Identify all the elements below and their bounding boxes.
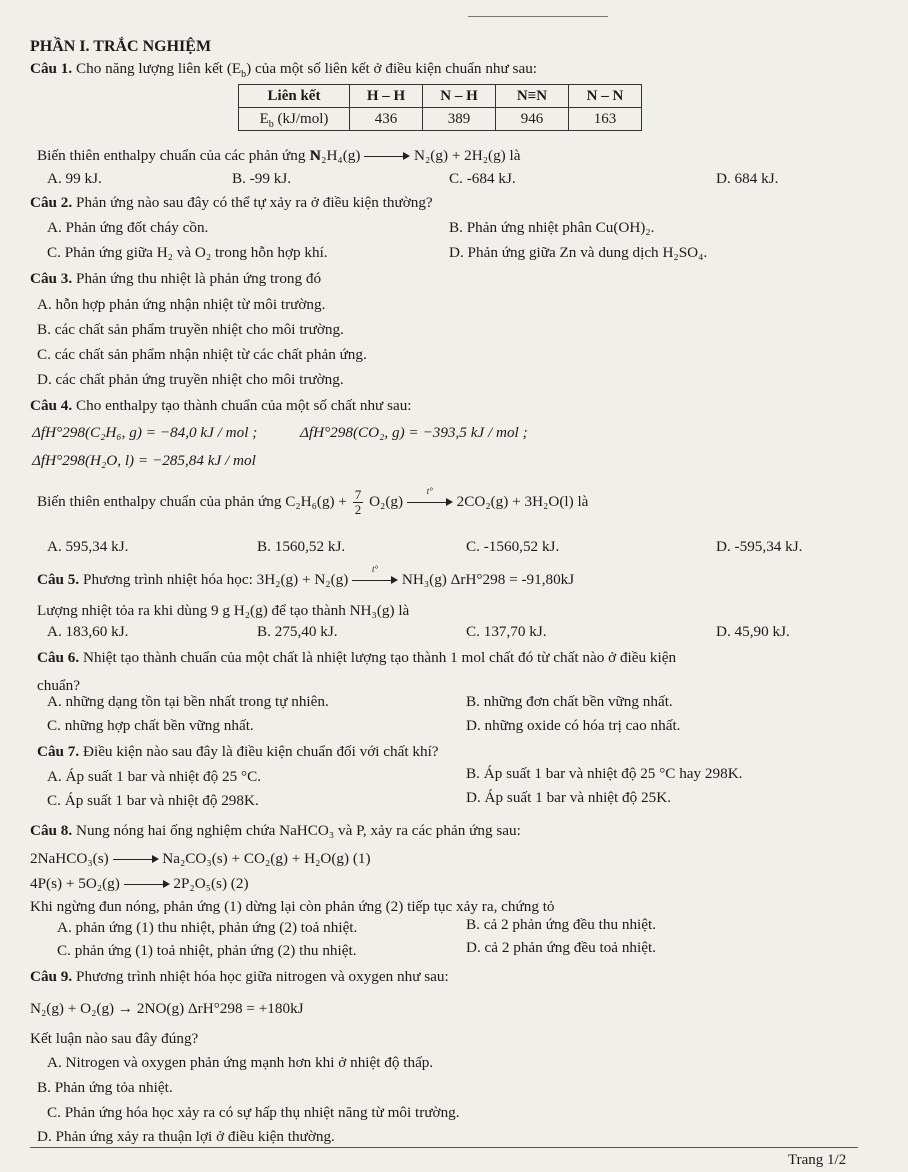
- reaction-arrow: [113, 855, 159, 865]
- q5-stem: [37, 563, 575, 589]
- q9-option-c[interactable]: C. Phản ứng hóa học xảy ra có sự hấp thụ nhiệt năng từ môi trường.: [47, 1104, 460, 1121]
- q4-option-a[interactable]: A. 595,34 kJ.: [47, 538, 129, 555]
- reaction-arrow: [352, 563, 398, 586]
- q1-option-c[interactable]: C. -684 kJ.: [449, 170, 516, 187]
- q1-eq-products: N₂(g) + 2H₂(g) là: [414, 147, 521, 164]
- q8-reaction-1: [30, 850, 371, 868]
- q5-eq-end: NH₃(g) ΔrH°298 = -91,80kJ: [401, 571, 575, 588]
- q8-r2-left: 4P(s) + 5O₂(g): [30, 875, 120, 892]
- q6-stem: [37, 649, 676, 667]
- bond-value-cell: 163: [569, 108, 642, 131]
- q1-label: Câu 1.: [30, 60, 73, 77]
- bond-row-label-sub: b: [268, 118, 274, 130]
- q9-option-b[interactable]: B. Phản ứng tỏa nhiệt.: [37, 1079, 173, 1096]
- reaction-arrow: [364, 152, 410, 162]
- q4-formula-2: ΔfH°298(CO₂, g) = −393,5 kJ / mol ;: [300, 424, 528, 441]
- q5-option-d[interactable]: D. 45,90 kJ.: [716, 623, 790, 640]
- q1-eq: N₂H₄(g): [310, 147, 361, 164]
- q3-option-b[interactable]: B. các chất sản phẩm truyền nhiệt cho môi trường.: [37, 321, 344, 338]
- q4-option-c[interactable]: C. -1560,52 kJ.: [466, 538, 560, 555]
- q8-option-c[interactable]: C. phản ứng (1) toả nhiệt, phản ứng (2) thu nhiệt.: [57, 942, 357, 959]
- reaction-arrow: [407, 485, 453, 508]
- q8-text: Nung nóng hai ống nghiệm chứa NaHCO₃ và P, xảy ra các phản ứng sau:: [76, 822, 521, 839]
- q4-stem: [30, 397, 412, 415]
- q7-option-d[interactable]: D. Áp suất 1 bar và nhiệt độ 25K.: [466, 789, 671, 806]
- bottom-rule: [30, 1147, 858, 1148]
- q3-label: Câu 3.: [30, 270, 73, 287]
- bond-row-label: [239, 108, 350, 131]
- q2-option-b[interactable]: B. Phản ứng nhiệt phân Cu(OH)₂.: [449, 219, 655, 236]
- q6-text: Nhiệt tạo thành chuẩn của một chất là nhiệt lượng tạo thành 1 mol chất đó từ chất nào ở điều kiện: [83, 649, 677, 666]
- q2-option-a[interactable]: A. Phản ứng đốt cháy cồn.: [47, 219, 209, 236]
- q4-option-d[interactable]: D. -595,34 kJ.: [716, 538, 803, 555]
- q4-fraction: [353, 488, 364, 517]
- q2-option-c[interactable]: C. Phản ứng giữa H₂ và O₂ trong hỗn hợp khí.: [47, 244, 328, 261]
- q2-option-d[interactable]: D. Phản ứng giữa Zn và dung dịch H₂SO₄.: [449, 244, 708, 261]
- q1-text-sub: b: [241, 69, 247, 81]
- q6-option-c[interactable]: C. những hợp chất bền vững nhất.: [47, 717, 254, 734]
- bond-value-cell: 389: [423, 108, 496, 131]
- bond-table-row: [239, 108, 642, 131]
- q6-option-d[interactable]: D. những oxide có hóa trị cao nhất.: [466, 717, 681, 734]
- q8-r2-right: 2P₂O₅(s) (2): [173, 875, 249, 892]
- q4-formula-1: ΔfH°298(C₂H₆, g) = −84,0 kJ / mol ;: [32, 424, 258, 441]
- q3-stem: [30, 270, 321, 288]
- q3-option-d[interactable]: D. các chất phản ứng truyền nhiệt cho môi trường.: [37, 371, 344, 388]
- q4-eq-mid: O₂(g): [369, 492, 404, 510]
- q5-option-b[interactable]: B. 275,40 kJ.: [257, 623, 338, 640]
- q9-stem: [30, 968, 449, 986]
- q5-line2: Lượng nhiệt tỏa ra khi dùng 9 g H₂(g) để tạo thành NH₃(g) là: [37, 602, 410, 619]
- q4-eq-end: 2CO₂(g) + 3H₂O(l) là: [456, 492, 589, 510]
- q1-option-a[interactable]: A. 99 kJ.: [47, 170, 102, 187]
- q1-text-end: ) của một số liên kết ở điều kiện chuẩn như sau:: [246, 60, 538, 77]
- q6-text2: chuẩn?: [37, 677, 81, 694]
- q3-text: Phản ứng thu nhiệt là phản ứng trong đó: [76, 270, 322, 287]
- q3-option-c[interactable]: C. các chất sản phẩm nhận nhiệt từ các chất phản ứng.: [37, 346, 367, 363]
- bond-header-cell: N – N: [569, 85, 642, 108]
- section-title: PHẦN I. TRẮC NGHIỆM: [30, 38, 212, 55]
- q4-option-b[interactable]: B. 1560,52 kJ.: [257, 538, 346, 555]
- arrow-label: t°: [372, 563, 379, 574]
- q4-formula-3: ΔfH°298(H₂O, l) = −285,84 kJ / mol: [32, 452, 256, 469]
- q7-option-b[interactable]: B. Áp suất 1 bar và nhiệt độ 25 °C hay 298K.: [466, 765, 743, 782]
- q9-option-d[interactable]: D. Phản ứng xảy ra thuận lợi ở điều kiện thường.: [37, 1128, 335, 1145]
- q4-equation-line: [37, 485, 589, 517]
- q6-option-b[interactable]: B. những đơn chất bền vững nhất.: [466, 693, 673, 710]
- q8-line: Khi ngừng đun nóng, phản ứng (1) dừng lại còn phản ứng (2) tiếp tục xảy ra, chứng tỏ: [30, 898, 555, 915]
- q8-label: Câu 8.: [30, 822, 73, 839]
- q7-label: Câu 7.: [37, 743, 80, 760]
- reaction-arrow: [124, 880, 170, 890]
- q4-frac-num: 7: [354, 487, 362, 502]
- q7-stem: [37, 743, 439, 761]
- top-rule: [468, 16, 608, 17]
- q8-option-a[interactable]: A. phản ứng (1) thu nhiệt, phản ứng (2) toả nhiệt.: [57, 919, 358, 936]
- bond-header-cell: H – H: [350, 85, 423, 108]
- q8-r1-left: 2NaHCO₃(s): [30, 850, 109, 867]
- q7-option-c[interactable]: C. Áp suất 1 bar và nhiệt độ 298K.: [47, 792, 259, 809]
- q9-text: Phương trình nhiệt hóa học giữa nitrogen và oxygen như sau:: [76, 968, 449, 985]
- q2-stem: [30, 194, 433, 212]
- bond-table-header: [239, 85, 642, 108]
- q1-stem: [30, 60, 538, 81]
- q5-option-c[interactable]: C. 137,70 kJ.: [466, 623, 547, 640]
- q7-option-a[interactable]: A. Áp suất 1 bar và nhiệt độ 25 °C.: [47, 768, 262, 785]
- page-footer: Trang 1/2: [788, 1152, 847, 1168]
- q9-equation: N₂(g) + O₂(g) → 2NO(g) ΔrH°298 = +180kJ: [30, 1000, 304, 1017]
- bond-row-label-main: E: [259, 110, 269, 127]
- q8-reaction-2: [30, 875, 249, 893]
- q7-text: Điều kiện nào sau đây là điều kiện chuẩn đối với chất khí?: [83, 743, 439, 760]
- bond-value-cell: 436: [350, 108, 423, 131]
- q2-text: Phản ứng nào sau đây có thể tự xảy ra ở điều kiện thường?: [76, 194, 433, 211]
- q6-option-a[interactable]: A. những dạng tồn tại bền nhất trong tự nhiên.: [47, 693, 329, 710]
- bond-energy-table: [238, 84, 642, 131]
- q5-text: Phương trình nhiệt hóa học: 3H₂(g) + N₂(g): [83, 571, 349, 588]
- q6-label: Câu 6.: [37, 649, 80, 666]
- q8-option-d[interactable]: D. cả 2 phản ứng đều toả nhiệt.: [466, 939, 657, 956]
- q8-r1-right: Na₂CO₃(s) + CO₂(g) + H₂O(g) (1): [162, 850, 371, 867]
- q2-label: Câu 2.: [30, 194, 73, 211]
- bond-value-cell: 946: [496, 108, 569, 131]
- q8-stem: [30, 822, 521, 840]
- q4-equation-text: Biến thiên enthalpy chuẩn của phản ứng C₂H₆(g) +: [37, 492, 347, 510]
- bond-row-label-end: (kJ/mol): [273, 110, 329, 127]
- q9-line: Kết luận nào sau đây đúng?: [30, 1030, 199, 1047]
- bond-header-cell: N – H: [423, 85, 496, 108]
- q1-line2-text: Biến thiên enthalpy chuẩn của các phản ứng N: [37, 147, 321, 164]
- q9-label: Câu 9.: [30, 968, 73, 985]
- q8-option-b[interactable]: B. cả 2 phản ứng đều thu nhiệt.: [466, 916, 657, 933]
- q4-text: Cho enthalpy tạo thành chuẩn của một số chất như sau:: [76, 397, 412, 414]
- q5-label: Câu 5.: [37, 571, 80, 588]
- arrow-label: t°: [426, 485, 433, 496]
- q1-text: Cho năng lượng liên kết (E: [76, 60, 242, 77]
- q9-option-a[interactable]: A. Nitrogen và oxygen phản ứng mạnh hơn khi ở nhiệt độ thấp.: [47, 1054, 434, 1071]
- q1-option-d[interactable]: D. 684 kJ.: [716, 170, 779, 187]
- q4-frac-den: 2: [354, 502, 362, 517]
- bond-header-cell: N≡N: [496, 85, 569, 108]
- q4-label: Câu 4.: [30, 397, 73, 414]
- q5-option-a[interactable]: A. 183,60 kJ.: [47, 623, 129, 640]
- q1-option-b[interactable]: B. -99 kJ.: [232, 170, 292, 187]
- q3-option-a[interactable]: A. hỗn hợp phản ứng nhận nhiệt từ môi trường.: [37, 296, 326, 313]
- bond-header-cell: Liên kết: [239, 85, 350, 108]
- q1-line2: [37, 147, 521, 165]
